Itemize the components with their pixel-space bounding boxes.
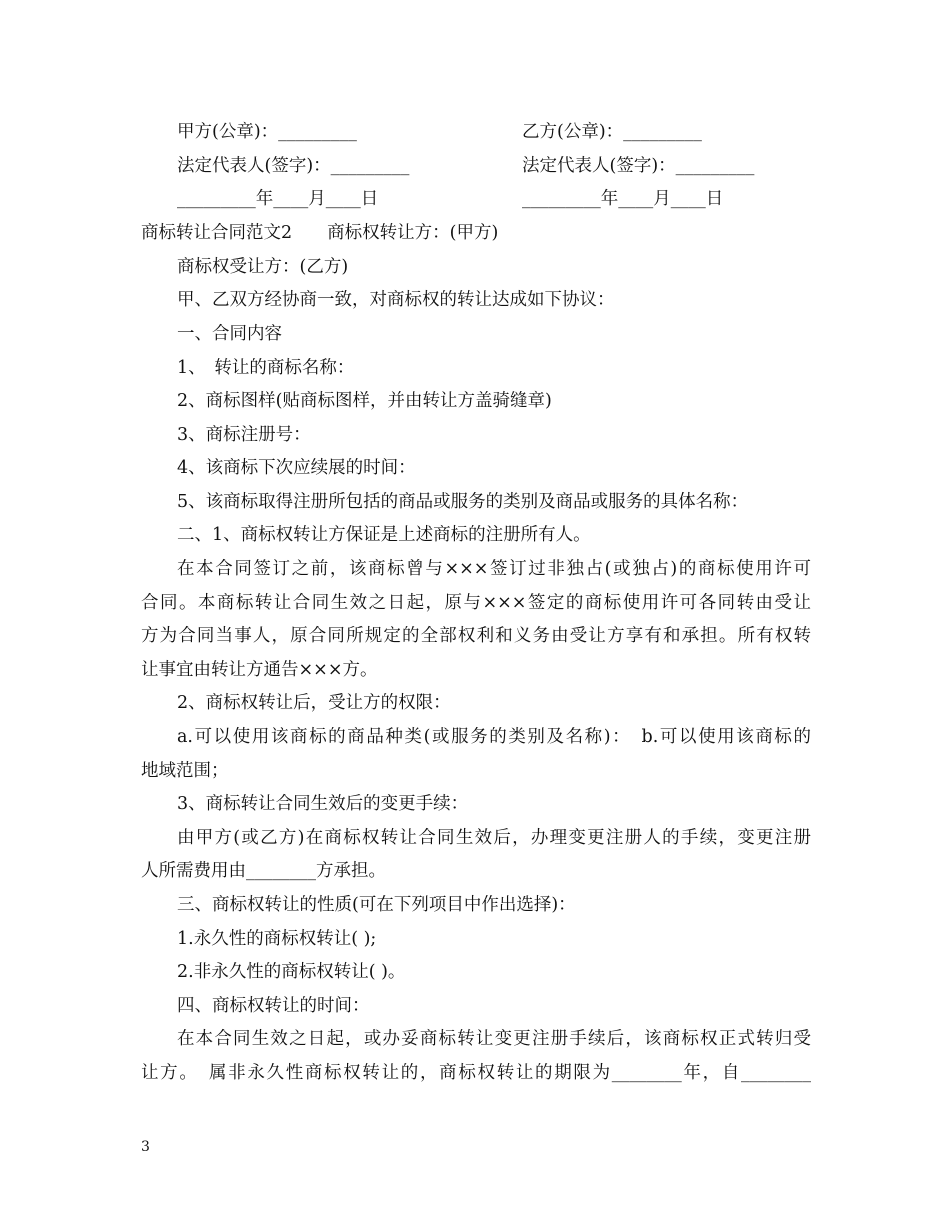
text-line: 方为合同当事人，原合同所规定的全部权利和义务由受让方享有和承担。所有权转 — [141, 626, 811, 646]
text-line: a.可以使用该商标的商品种类(或服务的类别及名称)： b.可以使用该商标的 — [177, 727, 811, 747]
page-number: 3 — [141, 1139, 150, 1155]
party-a-seal: 甲方(公章)：_________ — [177, 122, 357, 142]
party-a-date: _________年____月____日 — [177, 189, 379, 209]
text-line: 2、商标图样(贴商标图样，并由转让方盖骑缝章) — [177, 391, 552, 411]
party-b-representative: 法定代表人(签字)：_________ — [522, 156, 755, 176]
text-line: 4、该商标下次应续展的时间： — [177, 458, 416, 478]
text-line: 让方。 属非永久性商标权转让的，商标权转让的期限为________年，自________ — [141, 1063, 811, 1083]
party-a-representative: 法定代表人(签字)：_________ — [177, 156, 410, 176]
text-line: 人所需费用由________方承担。 — [141, 861, 386, 881]
text-line: 商标权受让方：(乙方) — [177, 257, 349, 277]
text-line: 在本合同签订之前，该商标曾与×××签订过非独占(或独占)的商标使用许可 — [177, 559, 811, 579]
text-line: 让事宜由转让方通告×××方。 — [141, 660, 378, 680]
text-line: 2.非永久性的商标权转让( )。 — [177, 962, 406, 982]
text-line: 2、商标权转让后，受让方的权限： — [177, 693, 451, 713]
contract-title-line: 商标转让合同范文2 商标权转让方：(甲方) — [141, 223, 499, 243]
section-heading: 一、合同内容 — [177, 324, 282, 344]
text-line: 3、商标转让合同生效后的变更手续： — [177, 794, 469, 814]
text-line: 1.永久性的商标权转让( ); — [177, 929, 377, 949]
text-line: 在本合同生效之日起，或办妥商标转让变更注册手续后，该商标权正式转归受 — [177, 1029, 811, 1049]
party-b-date: _________年____月____日 — [522, 189, 724, 209]
section-heading: 三、商标权转让的性质(可在下列项目中作出选择)： — [177, 895, 576, 915]
section-heading: 四、商标权转让的时间： — [177, 996, 370, 1016]
text-line: 由甲方(或乙方)在商标权转让合同生效后，办理变更注册人的手续，变更注册 — [177, 828, 811, 848]
text-line: 甲、乙双方经协商一致，对商标权的转让达成如下协议： — [177, 290, 615, 310]
text-line: 5、该商标取得注册所包括的商品或服务的类别及商品或服务的具体名称： — [177, 492, 749, 512]
party-b-seal: 乙方(公章)：_________ — [522, 122, 702, 142]
text-line: 3、商标注册号： — [177, 425, 311, 445]
section-heading: 二、1、商标权转让方保证是上述商标的注册所有人。 — [177, 525, 591, 545]
text-line: 1、 转让的商标名称： — [177, 358, 355, 378]
text-line: 地域范围； — [141, 761, 229, 781]
text-line: 合同。本商标转让合同生效之日起，原与×××签定的商标使用许可各同转由受让 — [141, 593, 811, 613]
